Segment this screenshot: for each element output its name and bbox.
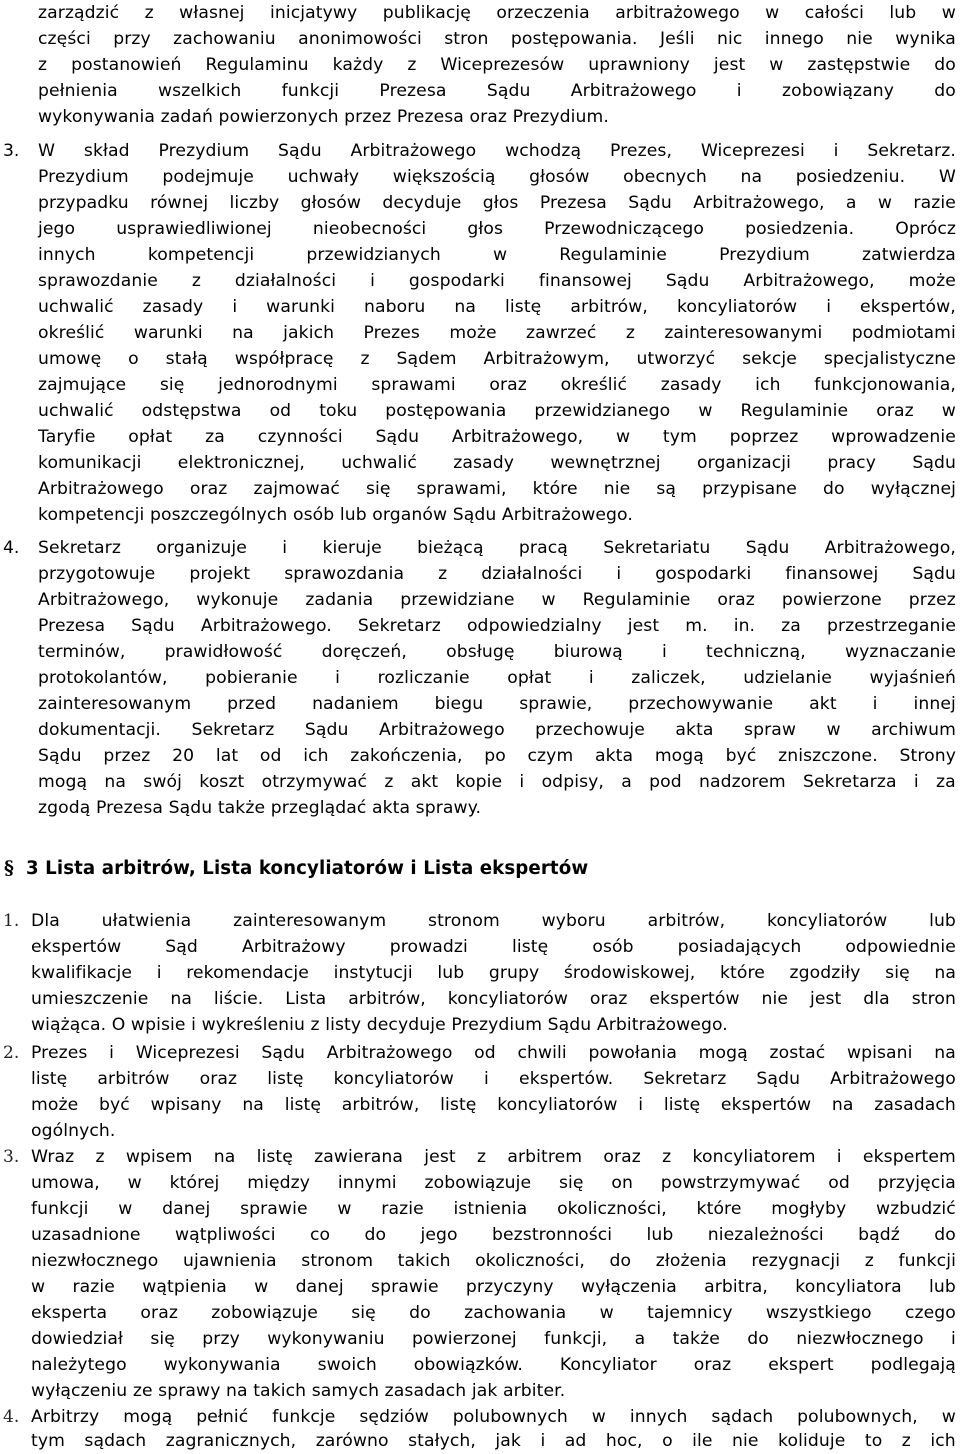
text-line: protokolantów, pobieranie i rozliczanie opłat i zaliczek, udzielanie wyjaśnień <box>38 668 956 688</box>
text-line: przypadku równej liczby głosów decyduje głos Prezesa Sądu Arbitrażowego, a w razie <box>38 193 956 213</box>
text-line: Arbitrzy mogą pełnić funkcje sędziów polubownych w innych sądach polubownych, w <box>31 1407 956 1427</box>
text-line: tym sądach zagranicznych, zarówno stałych, jak i ad hoc, o ile nie koliduje to z ich <box>31 1431 956 1451</box>
text-line: wykonywania zadań powierzonych przez Prezesa oraz Prezydium. <box>38 107 609 127</box>
text-line: zainteresowanym przed nadaniem biegu sprawie, przechowywanie akt i innej <box>38 694 956 714</box>
text-line: wiążąca. O wpisie i wykreśleniu z listy decyduje Prezydium Sądu Arbitrażowego. <box>31 1015 728 1035</box>
text-line: innych kompetencji przewidzianych w Regulaminie Prezydium zatwierdza <box>38 245 956 265</box>
text-line: niezwłocznego ujawnienia stronom takich okoliczności, do złożenia rezygnacji z funkcji <box>31 1251 956 1271</box>
text-line: określić warunki na jakich Prezes może zawrzeć z zainteresowanymi podmiotami <box>38 323 956 343</box>
text-line: terminów, prawidłowość doręczeń, obsługę biurową i techniczną, wyznaczanie <box>38 642 956 662</box>
text-line: Taryfie opłat za czynności Sądu Arbitrażowego, w tym poprzez wprowadzenie <box>38 427 956 447</box>
text-line: Dla ułatwienia zainteresowanym stronom wyboru arbitrów, koncyliatorów lub <box>31 911 956 931</box>
text-line: Wraz z wpisem na listę zawierana jest z arbitrem oraz z koncyliatorem i ekspertem <box>31 1147 956 1167</box>
text-line: wyłączeniu ze sprawy na takich samych zasadach jak arbiter. <box>31 1381 566 1401</box>
text-line: umieszczenie na liście. Lista arbitrów, koncyliatorów oraz ekspertów nie jest dla stron <box>31 989 956 1009</box>
text-line: W skład Prezydium Sądu Arbitrażowego wchodzą Prezes, Wiceprezesi i Sekretarz. <box>38 141 956 161</box>
section-sign-icon: § <box>4 857 14 879</box>
text-line: może być wpisany na listę arbitrów, listę koncyliatorów i listę ekspertów na zasadach <box>31 1095 956 1115</box>
list-item-number: 1. <box>3 911 20 931</box>
text-line: w razie wątpienia w danej sprawie przyczyny wyłączenia arbitra, koncyliatora lub <box>31 1277 956 1297</box>
text-line: Sekretarz organizuje i kieruje bieżącą pracą Sekretariatu Sądu Arbitrażowego, <box>38 538 956 558</box>
text-line: Prezes i Wiceprezesi Sądu Arbitrażowego od chwili powołania mogą zostać wpisani na <box>31 1043 956 1063</box>
text-line: komunikacji elektronicznej, uchwalić zasady wewnętrznej organizacji pracy Sądu <box>38 453 956 473</box>
text-line: dokumentacji. Sekretarz Sądu Arbitrażowego przechowuje akta spraw w archiwum <box>38 720 956 740</box>
section-heading <box>0 853 588 883</box>
text-line: części przy zachowaniu anonimowości stron postępowania. Jeśli nic innego nie wynika <box>38 29 956 49</box>
text-line: umowa, w której między innymi zobowiązuje się on powstrzymywać od przyjęcia <box>31 1173 956 1193</box>
text-line: uzasadnione wątpliwości co do jego bezstronności lub niezależności bądź do <box>31 1225 956 1245</box>
text-line: przygotowuje projekt sprawozdania z działalności i gospodarki finansowej Sądu <box>38 564 956 584</box>
text-line: kwalifikacje i rekomendacje instytucji lub grupy środowiskowej, które zgodziły się na <box>31 963 956 983</box>
text-line: umowę o stałą współpracę z Sądem Arbitrażowym, utworzyć sekcje specjalistyczne <box>38 349 956 369</box>
text-line: zajmujące się jednorodnymi sprawami oraz określić zasady ich funkcjonowania, <box>38 375 956 395</box>
text-line: funkcji w danej sprawie w razie istnienia okoliczności, które mogłyby wzbudzić <box>31 1199 956 1219</box>
list-item-number: 3. <box>3 1147 20 1167</box>
text-line: kompetencji poszczególnych osób lub organów Sądu Arbitrażowego. <box>38 505 633 525</box>
section-title: 3 Lista arbitrów, Lista koncyliatorów i Lista ekspertów <box>26 857 589 879</box>
text-line: należytego wykonywania swoich obowiązków. Koncyliator oraz ekspert podlegają <box>31 1355 956 1375</box>
text-line: Prezesa Sądu Arbitrażowego. Sekretarz odpowiedzialny jest m. in. za przestrzeganie <box>38 616 956 636</box>
text-line: z postanowień Regulaminu każdy z Wiceprezesów uprawniony jest w zastępstwie do <box>38 55 956 75</box>
text-line: Sądu przez 20 lat od ich zakończenia, po czym akta mogą być zniszczone. Strony <box>38 746 956 766</box>
list-item-number: 4. <box>3 1407 20 1427</box>
text-line: zgodą Prezesa Sądu także przeglądać akta sprawy. <box>38 798 482 818</box>
text-line: Arbitrażowego oraz zajmować się sprawami, które nie są przypisane do wyłącznej <box>38 479 956 499</box>
text-line: ekspertów Sąd Arbitrażowy prowadzi listę osób posiadających odpowiednie <box>31 937 956 957</box>
text-line: ogólnych. <box>31 1121 116 1141</box>
text-line: zarządzić z własnej inicjatywy publikację orzeczenia arbitrażowego w całości lub w <box>38 3 956 23</box>
text-line: uchwalić odstępstwa od toku postępowania przewidzianego w Regulaminie oraz w <box>38 401 956 421</box>
text-line: eksperta oraz zobowiązuje się do zachowania w tajemnicy wszystkiego czego <box>31 1303 956 1323</box>
text-line: Prezydium podejmuje uchwały większością głosów obecnych na posiedzeniu. W <box>38 167 956 187</box>
list-item-number: 2. <box>3 1043 20 1063</box>
text-line: dowiedział się przy wykonywaniu powierzonej funkcji, a także do niezwłocznego i <box>31 1329 956 1349</box>
text-line: uchwalić zasady i warunki naboru na listę arbitrów, koncyliatorów i ekspertów, <box>38 297 956 317</box>
text-line: Arbitrażowego, wykonuje zadania przewidziane w Regulaminie oraz powierzone przez <box>38 590 956 610</box>
text-line: pełnienia wszelkich funkcji Prezesa Sądu Arbitrażowego i zobowiązany do <box>38 81 956 101</box>
list-item-number: 3. <box>3 141 20 161</box>
list-item-number: 4. <box>3 538 20 558</box>
text-line: sprawozdanie z działalności i gospodarki finansowej Sądu Arbitrażowego, może <box>38 271 956 291</box>
text-line: jego usprawiedliwionej nieobecności głos Przewodniczącego posiedzenia. Oprócz <box>38 219 956 239</box>
text-line: mogą na swój koszt otrzymywać z akt kopie i odpisy, a pod nadzorem Sekretarza i za <box>38 772 956 792</box>
text-line: listę arbitrów oraz listę koncyliatorów i ekspertów. Sekretarz Sądu Arbitrażowego <box>31 1069 956 1089</box>
